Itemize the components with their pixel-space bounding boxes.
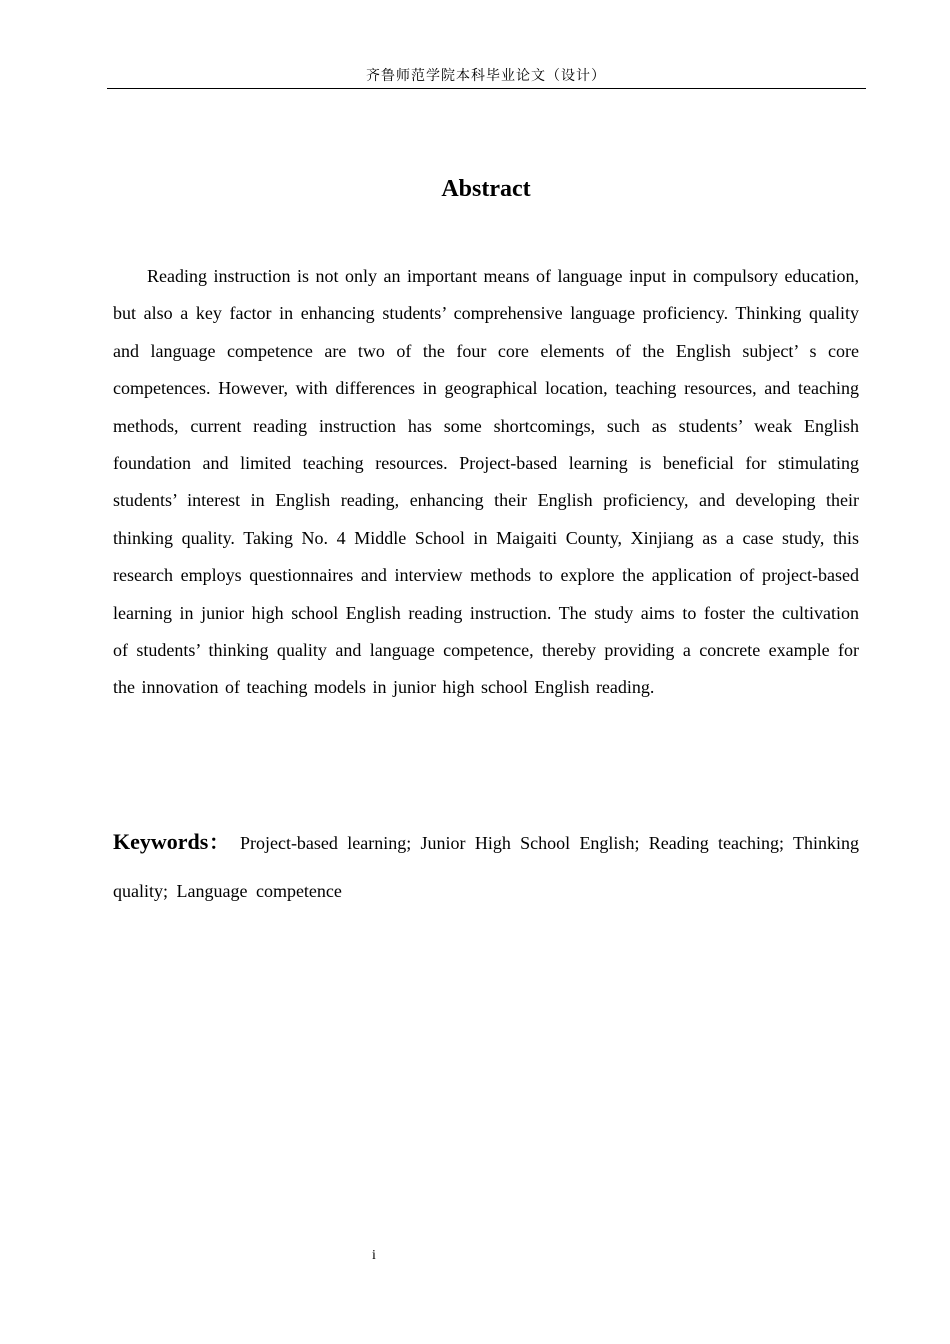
- keywords-colon: ：: [208, 832, 230, 854]
- header-rule: [107, 88, 866, 89]
- running-header: 齐鲁师范学院本科毕业论文（设计）: [366, 68, 606, 84]
- keywords-text: Project-based learning; Junior High School English; Reading teaching; Thinking quality; Language competence: [113, 833, 859, 901]
- abstract-title: Abstract: [441, 176, 531, 202]
- keywords-label: Keywords: [113, 829, 209, 854]
- keywords-section: [113, 818, 859, 915]
- abstract-body: Reading instruction is not only an important means of language input in compulsory education, but also a key factor in enhancing students’ comprehensive language proficiency. Thinking quality and language competence are two of the four core elements of the English subject’ s core competences. However, with differences in geographical location, teaching resources, and teaching methods, current reading instruction has some shortcomings, such as students’ weak English foundation and limited teaching resources. Project-based learning is beneficial for stimulating students’ interest in English reading, enhancing their English proficiency, and developing their thinking quality. Taking No. 4 Middle School in Maigaiti County, Xinjiang as a case study, this research employs questionnaires and interview methods to explore the application of project-based learning in junior high school English reading instruction. The study aims to foster the cultivation of students’ thinking quality and language competence, thereby providing a concrete example for the innovation of teaching models in junior high school English reading.: [113, 266, 859, 698]
- page-number: i: [372, 1248, 376, 1263]
